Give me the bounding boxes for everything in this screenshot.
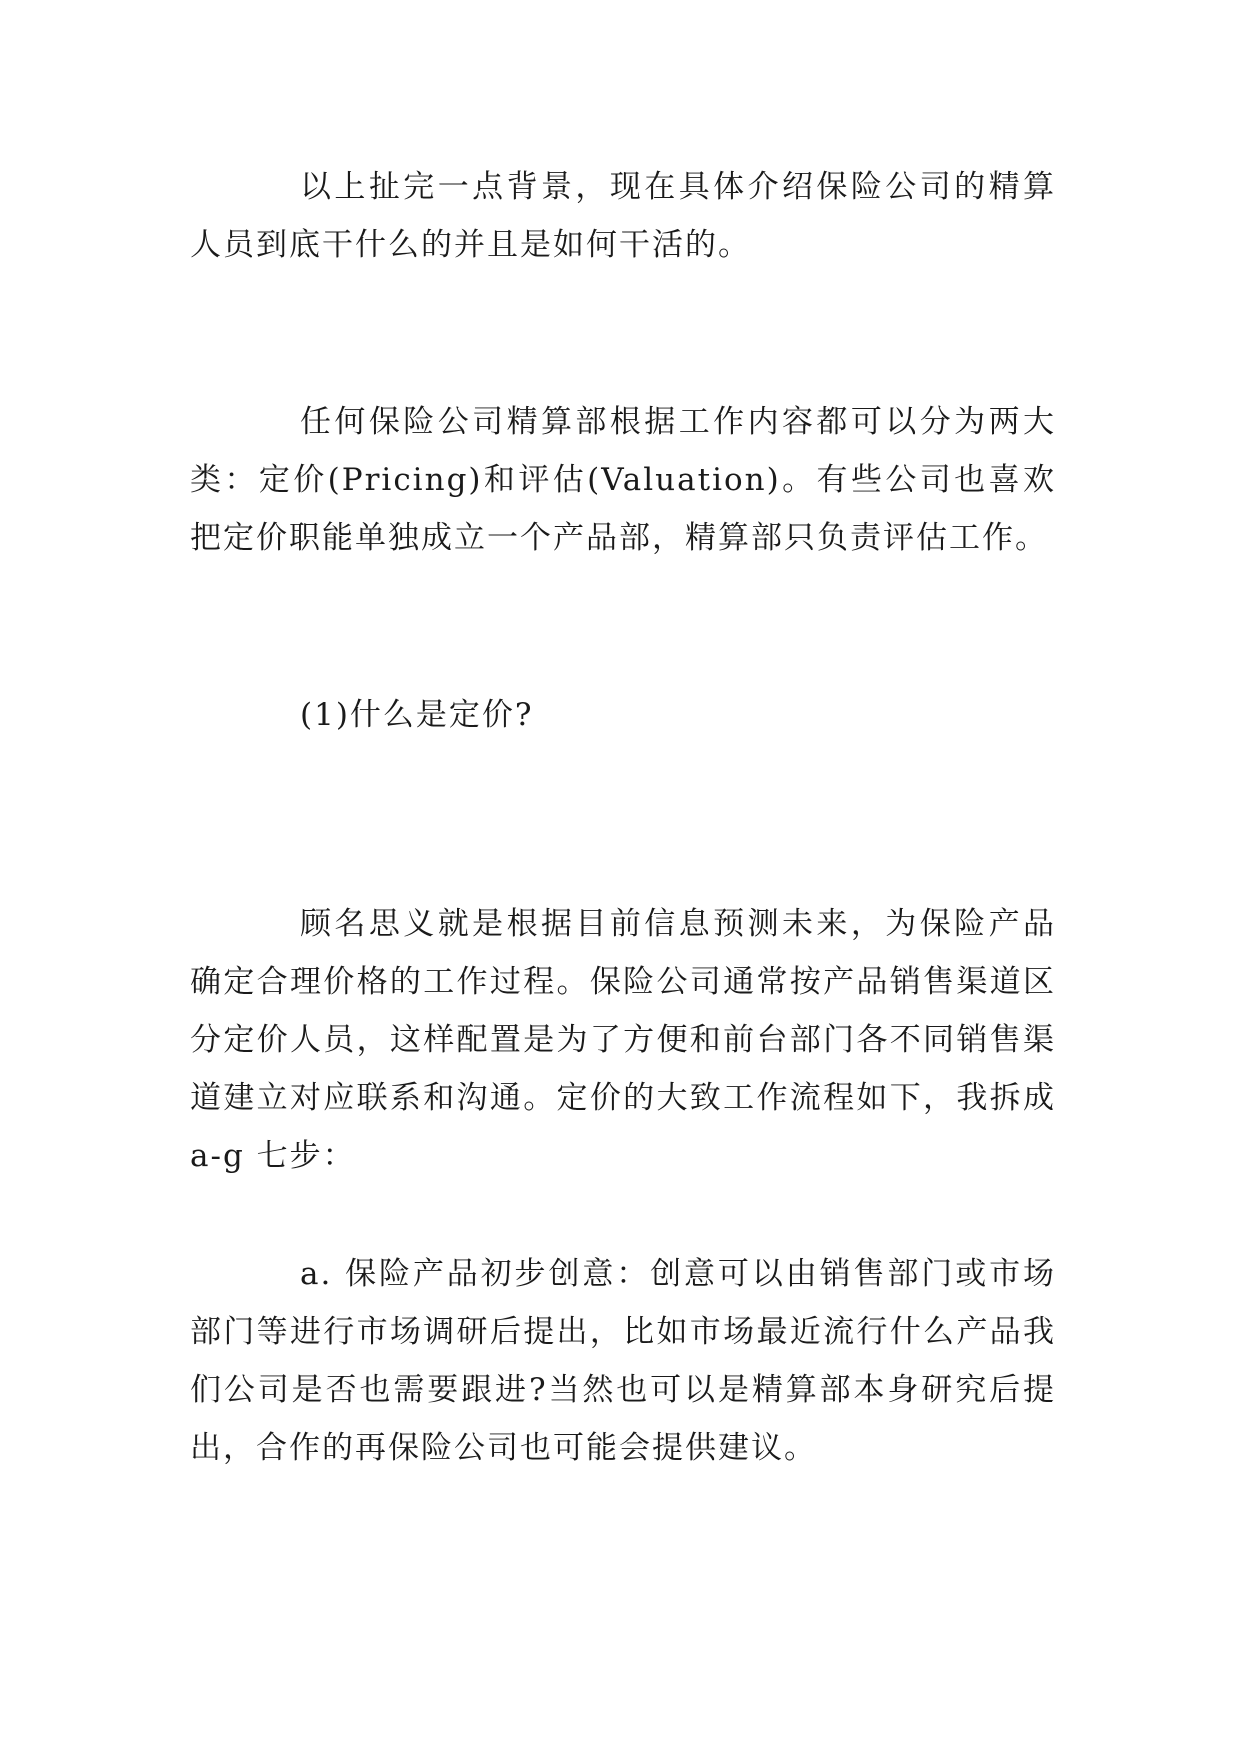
paragraph-pricing-valuation: 任何保险公司精算部根据工作内容都可以分为两大类：定价(Pricing)和评估(Valuation)。有些公司也喜欢把定价职能单独成立一个产品部，精算部只负责评估工作。 xyxy=(190,404,1056,556)
paragraph-background-intro: 以上扯完一点背景，现在具体介绍保险公司的精算人员到底干什么的并且是如何干活的。 xyxy=(190,169,1056,263)
paragraph-pricing-definition: 顾名思义就是根据目前信息预测未来，为保险产品确定合理价格的工作过程。保险公司通常按产品销售渠道区分定价人员，这样配置是为了方便和前台部门各不同销售渠道建立对应联系和沟通。定价的大致工作流程如下，我拆成 a-g 七步： xyxy=(190,906,1056,1174)
section-heading-pricing: (1)什么是定价? xyxy=(300,697,534,733)
paragraph-step-a: a. 保险产品初步创意：创意可以由销售部门或市场部门等进行市场调研后提出，比如市场最近流行什么产品我们公司是否也需要跟进?当然也可以是精算部本身研究后提出，合作的再保险公司也可能会提供建议。 xyxy=(190,1256,1056,1466)
